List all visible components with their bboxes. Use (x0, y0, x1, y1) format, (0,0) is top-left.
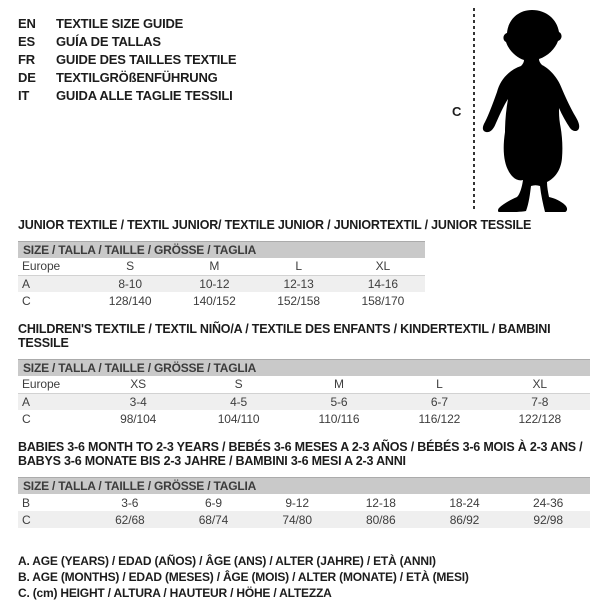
row-label: Europe (18, 376, 88, 393)
size-cell: 12-13 (283, 276, 314, 291)
lang-label: GUIDE DES TAILLES TEXTILE (56, 52, 237, 67)
row-label: C (22, 411, 31, 426)
size-cell: 10-12 (199, 276, 230, 291)
section-babies (18, 440, 590, 528)
table-row (18, 393, 590, 410)
measure-dotted-line (473, 8, 475, 212)
footnote-c: C. (cm) HEIGHT / ALTURA / HAUTEUR / HÖHE / ALTEZZA (18, 586, 332, 600)
table-row (18, 511, 590, 528)
size-cell: 6-7 (430, 394, 448, 409)
section-junior (18, 218, 590, 309)
lang-label: GUIDA ALLE TAGLIE TESSILI (56, 88, 233, 103)
size-header-bar: SIZE / TALLA / TAILLE / GRÖSSE / TAGLIA (18, 477, 590, 494)
size-cell: M (289, 376, 389, 393)
lang-label: TEXTILGRÖßENFÜHRUNG (56, 70, 218, 85)
size-cell: S (188, 376, 288, 393)
children-table (18, 376, 590, 427)
size-cell: 92/98 (533, 512, 563, 527)
size-cell: L (389, 376, 489, 393)
lang-code: EN (18, 16, 36, 31)
children-size-table (18, 359, 590, 427)
section-title-junior: JUNIOR TEXTILE / TEXTIL JUNIOR/ TEXTILE JUNIOR / JUNIORTEXTIL / JUNIOR TESSILE (18, 218, 532, 232)
size-cell: 128/140 (108, 293, 152, 308)
size-cell: 24-36 (533, 495, 564, 510)
size-cell: 14-16 (367, 276, 398, 291)
table-row (18, 494, 590, 511)
section-title-babies-line1: BABIES 3-6 MONTH TO 2-3 YEARS / BEBÉS 3-6 MESES A 2-3 AÑOS / BÉBÉS 3-6 MOIS À 2-3 ANS / (18, 440, 583, 454)
table-row (18, 275, 425, 292)
lang-label: GUÍA DE TALLAS (56, 34, 161, 49)
footnote-b: B. AGE (MONTHS) / EDAD (MESES) / ÂGE (MOIS) / ALTER (MONATE) / ETÀ (MESI) (18, 570, 469, 584)
lang-label: TEXTILE SIZE GUIDE (56, 16, 184, 31)
size-header-bar: SIZE / TALLA / TAILLE / GRÖSSE / TAGLIA (18, 241, 425, 258)
size-cell: 8-10 (118, 276, 142, 291)
lang-code: DE (18, 70, 36, 85)
junior-table (18, 258, 425, 309)
baby-silhouette-icon (482, 8, 590, 212)
size-cell: XL (341, 258, 425, 275)
size-cell: S (88, 258, 172, 275)
size-cell: 9-12 (285, 495, 309, 510)
row-label: C (22, 293, 31, 308)
size-cell: 104/110 (217, 411, 260, 426)
size-cell: 5-6 (330, 394, 348, 409)
size-cell: XL (490, 376, 590, 393)
size-cell: 4-5 (230, 394, 248, 409)
size-cell: 3-6 (121, 495, 139, 510)
table-row (18, 258, 425, 275)
size-cell: 152/158 (277, 293, 320, 308)
section-title-babies-line2: BABYS 3-6 MONATE BIS 2-3 JAHRE / BAMBINI 3-6 MESI A 2-3 ANNI (18, 454, 406, 468)
table-row (18, 376, 590, 393)
lang-code: IT (18, 88, 30, 103)
size-cell: 12-18 (365, 495, 396, 510)
size-cell: 68/74 (198, 512, 229, 527)
size-cell: 122/128 (518, 411, 562, 426)
size-cell: M (172, 258, 256, 275)
footnotes (18, 553, 590, 600)
section-title-children: CHILDREN'S TEXTILE / TEXTIL NIÑO/A / TEXTILE DES ENFANTS / KINDERTEXTIL / BAMBINI TESSILE (18, 322, 551, 350)
size-cell: 6-9 (204, 495, 222, 510)
row-label: Europe (18, 258, 88, 275)
size-cell: XS (88, 376, 188, 393)
row-label: A (22, 394, 30, 409)
size-cell: 74/80 (282, 512, 312, 527)
size-cell: 110/116 (318, 411, 360, 426)
size-cell: 86/92 (449, 512, 480, 527)
size-header-bar: SIZE / TALLA / TAILLE / GRÖSSE / TAGLIA (18, 359, 590, 376)
size-cell: 116/122 (418, 411, 461, 426)
table-row (18, 410, 590, 427)
table-row (18, 292, 425, 309)
size-cell: 140/152 (193, 293, 236, 308)
size-cell: 3-4 (129, 394, 147, 409)
row-label: A (22, 276, 30, 291)
junior-size-table (18, 241, 425, 309)
babies-size-table (18, 477, 590, 528)
section-children (18, 322, 590, 427)
baby-measure-figure (450, 6, 592, 214)
babies-table (18, 494, 590, 528)
size-cell: 80/86 (366, 512, 396, 527)
height-measure-label: C (452, 104, 462, 119)
lang-code: ES (18, 34, 35, 49)
size-cell: 158/170 (361, 293, 405, 308)
size-cell: 62/68 (115, 512, 145, 527)
size-cell: 18-24 (449, 495, 480, 510)
footnote-a: A. AGE (YEARS) / EDAD (AÑOS) / ÂGE (ANS) / ALTER (JAHRE) / ETÀ (ANNI) (18, 554, 436, 568)
row-label: C (22, 512, 31, 527)
size-cell: 7-8 (531, 394, 549, 409)
size-cell: 98/104 (120, 411, 157, 426)
lang-code: FR (18, 52, 35, 67)
size-cell: L (257, 258, 341, 275)
row-label: B (22, 495, 30, 510)
